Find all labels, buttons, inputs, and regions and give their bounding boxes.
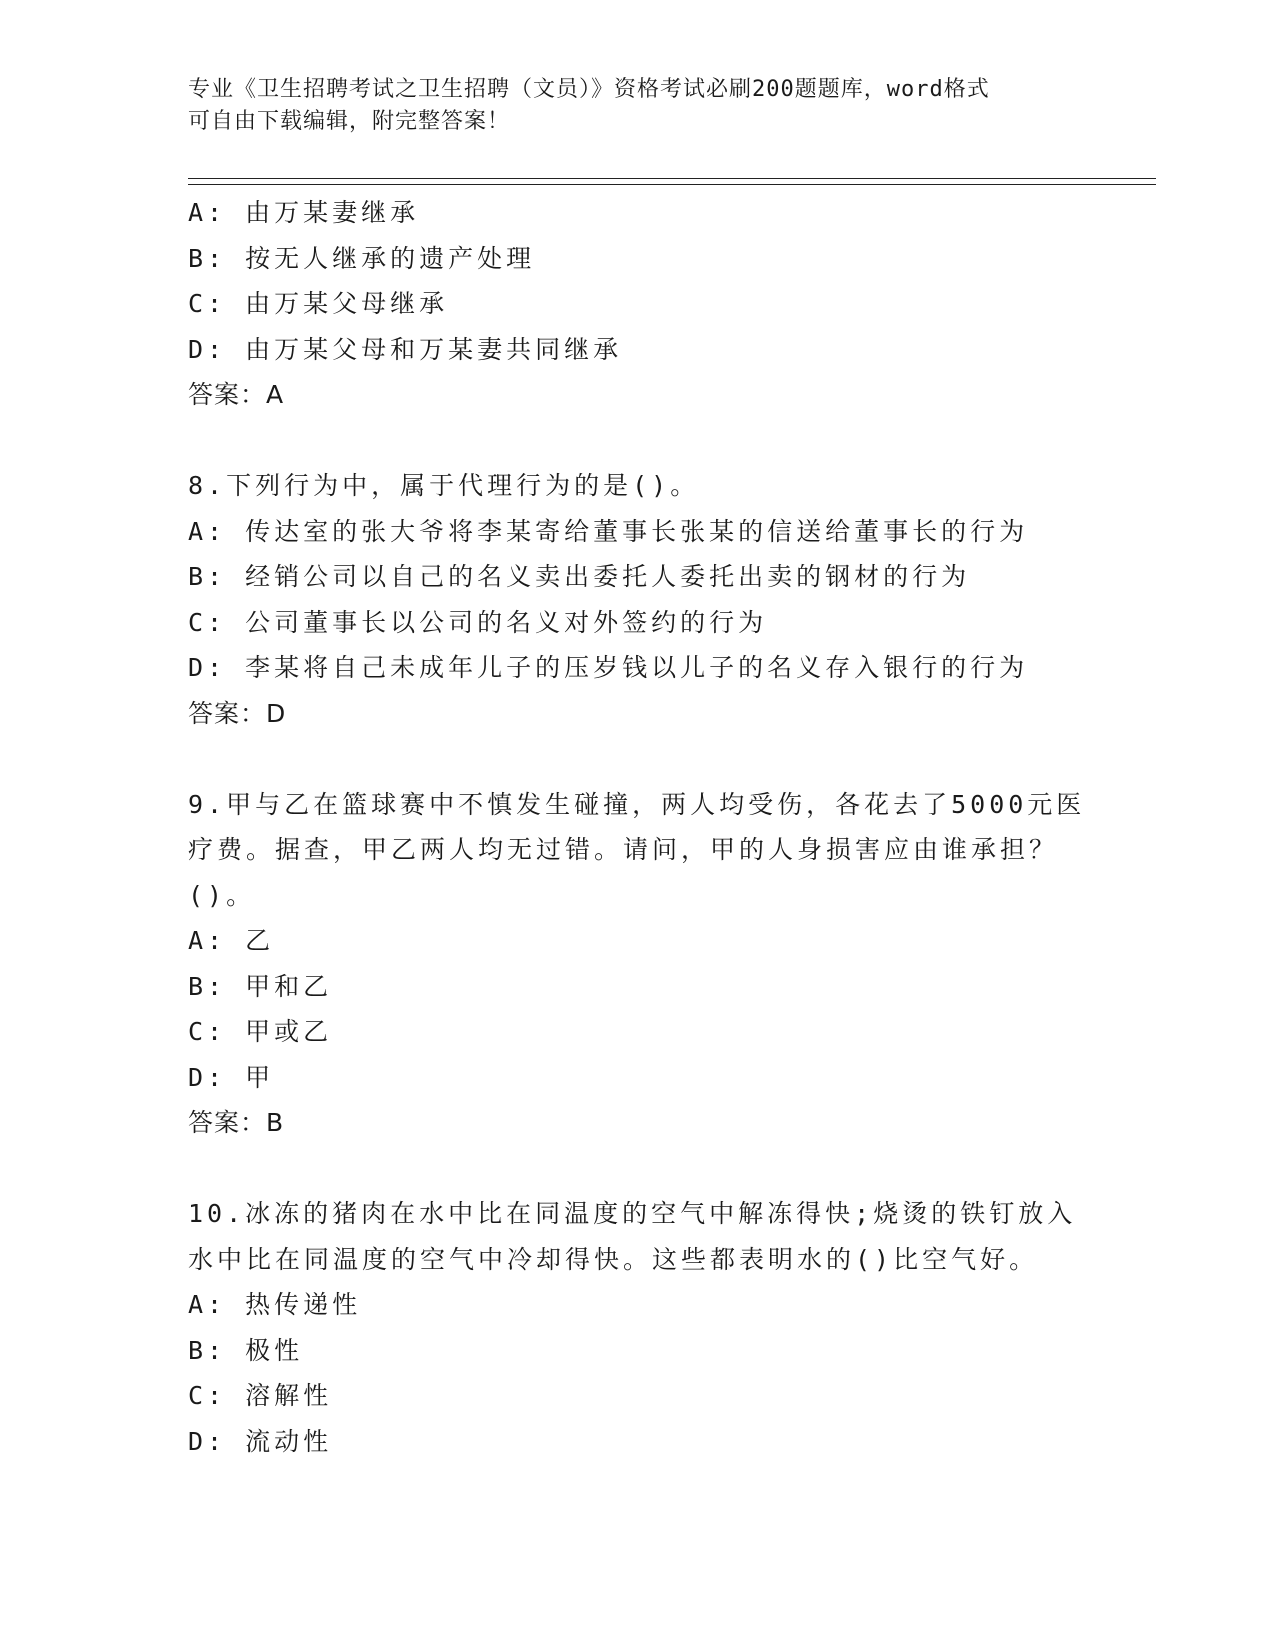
question-stem: 疗费。据查，甲乙两人均无过错。请问，甲的人身损害应由谁承担？ — [188, 835, 1059, 864]
question-block — [188, 782, 1088, 1146]
option-a: A: 热传递性 — [188, 1290, 362, 1319]
option-a: A: 传达室的张大爷将李某寄给董事长张某的信送给董事长的行为 — [188, 516, 1029, 546]
option-b: B: 按无人继承的遗产处理 — [188, 243, 536, 273]
option-d: D: 流动性 — [188, 1426, 333, 1456]
question-list — [188, 190, 1088, 1464]
header-line-2: 可自由下载编辑，附完整答案！ — [188, 109, 511, 134]
option-b: B: 甲和乙 — [188, 971, 333, 1001]
option-d: D: 由万某父母和万某妻共同继承 — [188, 334, 623, 364]
question-stem: 10.冰冻的猪肉在水中比在同温度的空气中解冻得快;烧烫的铁钉放入 — [188, 1199, 1077, 1228]
question-stem: 9.甲与乙在篮球赛中不慎发生碰撞，两人均受伤，各花去了5000元医 — [188, 789, 1086, 819]
option-a: A: 由万某妻继承 — [188, 198, 420, 227]
header-rule-bottom — [188, 184, 1156, 185]
option-c: C: 公司董事长以公司的名义对外签约的行为 — [188, 607, 768, 637]
option-a: A: 乙 — [188, 926, 275, 955]
header-rule-top — [188, 178, 1156, 179]
option-d: D: 李某将自己未成年儿子的压岁钱以儿子的名义存入银行的行为 — [188, 653, 1029, 682]
option-c: C: 由万某父母继承 — [188, 289, 449, 318]
option-d: D: 甲 — [188, 1062, 275, 1092]
option-c: C: 溶解性 — [188, 1381, 333, 1410]
question-block — [188, 1191, 1088, 1464]
answer-line: 答案：B — [188, 1108, 285, 1137]
question-stem: 8.下列行为中，属于代理行为的是()。 — [188, 471, 700, 500]
answer-line: 答案：A — [188, 380, 285, 409]
question-stem: ()。 — [188, 880, 256, 910]
option-b: B: 极性 — [188, 1335, 304, 1365]
question-block — [188, 463, 1088, 736]
header-line-1: 专业《卫生招聘考试之卫生招聘（文员）》资格考试必刷200题题库，word格式 — [188, 77, 990, 102]
question-stem: 水中比在同温度的空气中冷却得快。这些都表明水的()比空气好。 — [188, 1244, 1039, 1274]
answer-line: 答案：D — [188, 698, 287, 728]
option-c: C: 甲或乙 — [188, 1017, 333, 1046]
document-header — [188, 74, 1088, 138]
option-b: B: 经销公司以自己的名义卖出委托人委托出卖的钢材的行为 — [188, 562, 971, 591]
question-block — [188, 190, 1088, 418]
